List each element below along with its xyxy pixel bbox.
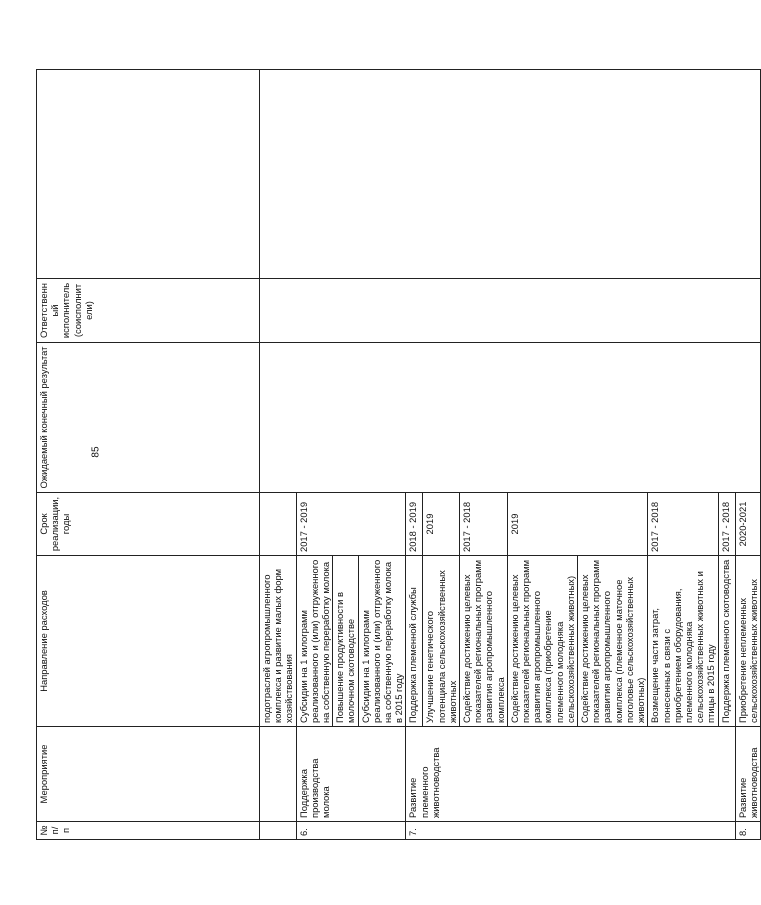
cell-term: 2017 - 2018 [648, 493, 718, 556]
cell-term: 2019 [423, 493, 460, 556]
rotated-table-sheet [36, 70, 759, 840]
cell-direction: подотраслей агропромышленного комплекса и развитие малых форм хозяйствования [260, 556, 297, 727]
cell-num: 6. [296, 822, 406, 840]
cell-direction: Возмещение части затрат, понесенных в связи с приобретением оборудования, племенного молодняка сельскохозяйственных животных и птицы в 2015 году [648, 556, 718, 727]
cell-term: 2017 - 2018 [718, 493, 735, 556]
header-executor: Ответственный исполнитель (соисполнители) [37, 279, 260, 343]
header-empty [37, 70, 260, 279]
cell-num: 7. [406, 822, 735, 840]
header-result: Ожидаемый конечный результат [37, 343, 260, 493]
cell-event [260, 727, 297, 822]
header-term: Срок реализации, годы [37, 493, 260, 556]
cell-term: 2017 - 2018 [460, 493, 508, 556]
cell-term: 2019 [507, 493, 647, 556]
header-event: Мероприятие [37, 727, 260, 822]
cell-direction: Субсидии на 1 килограмм реализованного и (или) отгруженного на собственную переработку молока в 2015 году [358, 556, 406, 727]
cell-direction: Приобретение неплеменных сельскохозяйственных животных [735, 556, 760, 727]
cell-direction: Содействие достижению целевых показателей региональных программ развития агропромышленного комплекса (приобретение племенного молодняка сельскохозяйственных животных) [507, 556, 577, 727]
cell-event: Развитие животноводства [735, 727, 760, 822]
cell-direction: Улучшение генетического потенциала сельскохозяйственных животных [423, 556, 460, 727]
cell-direction: Содействие достижению целевых показателей региональных программ развития агропромышленного комплекса (племенное маточное поголовье сельскохозяйственных животных) [578, 556, 648, 727]
cell-executor [260, 279, 761, 343]
cell-direction: Повышение продуктивности в молочном скотоводстве [333, 556, 358, 727]
cell-direction: Субсидии на 1 килограмм реализованного и (или) отгруженного на собственную переработку молока [296, 556, 333, 727]
table-row [260, 70, 297, 840]
cell-event: Поддержка производства молока [296, 727, 406, 822]
cell-term: 2018 - 2019 [406, 493, 423, 556]
table-header-row [37, 70, 260, 840]
cell-result [260, 343, 761, 493]
header-num: № п/п [37, 822, 260, 840]
page-number: 85 [90, 446, 102, 458]
cell-term: 2020-2021 [735, 493, 760, 556]
program-activities-table [36, 69, 761, 840]
cell-empty [260, 70, 761, 279]
cell-num: 8. [735, 822, 760, 840]
cell-direction: Поддержка племенного скотоводства [718, 556, 735, 727]
cell-event: Развитие племенного животноводства [406, 727, 735, 822]
cell-num [260, 822, 297, 840]
cell-direction: Содействие достижению целевых показателей региональных программ развития агропромышленного комплекса [460, 556, 508, 727]
header-direction: Направление расходов [37, 556, 260, 727]
cell-term [260, 493, 297, 556]
cell-term: 2017 - 2019 [296, 493, 406, 556]
cell-direction: Поддержка племенной службы [406, 556, 423, 727]
